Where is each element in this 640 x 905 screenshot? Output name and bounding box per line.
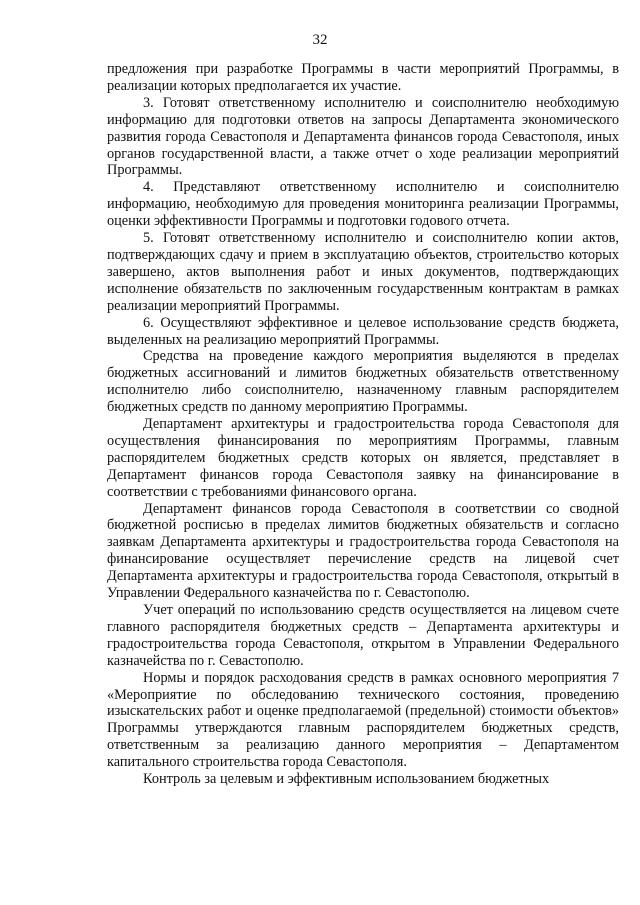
paragraph-finance-department: Департамент финансов города Севастополя в соответствии со сводной бюджетной росписью в пределах лимитов бюджетных обязательств и согласно заявкам Департамента архитектуры и градостроительства города Севастополя на финансирование осуществляет перечисление средств на лицевой счет Департамента архитектуры и градостроительства города Севастополя, открытый в Управлении Федерального казначейства по г. Севастополю.	[107, 500, 619, 602]
page-number: 32	[312, 32, 328, 48]
paragraph-control: Контроль за целевым и эффективным использованием бюджетных	[143, 771, 550, 788]
paragraph-accounting: Учет операций по использованию средств осуществляется на лицевом счете главного распорядителя бюджетных средств – Департамента архитектуры и градостроительства города Севастополя, открытом в Управлении Федерального казначейства по г. Севастополю.	[107, 602, 619, 669]
paragraph-item-5: 5. Готовят ответственному исполнителю и соисполнителю копии актов, подтверждающих сдачу и прием в эксплуатацию объектов, строительство которых завершено, актов выполнения работ и иных документов, подтверждающих исполнение обязательств по заключенным государственным контрактам в рамках реализации мероприятий Программы.	[107, 230, 619, 314]
paragraph-item-6: 6. Осуществляют эффективное и целевое использование средств бюджета, выделенных на реализацию мероприятий Программы.	[107, 314, 619, 348]
paragraph-spending-norms: Нормы и порядок расходования средств в рамках основного мероприятия 7 «Мероприятие по обследованию технического состояния, проведению изыскательских работ и оценке предполагаемой (предельной) стоимости объектов» Программы утверждаются главным распорядителем бюджетных средств, ответственным за реализацию данного мероприятия – Департаментом капитального строительства города Севастополя.	[107, 669, 619, 771]
paragraph-architecture-department: Департамент архитектуры и градостроительства города Севастополя для осуществления финансирования по мероприятиям Программы, главным распорядителем бюджетных средств которых он является, представляет в Департамент финансов города Севастополя заявку на финансирование в соответствии с требованиями финансового органа.	[107, 416, 619, 500]
paragraph-funding-allocation: Средства на проведение каждого мероприятия выделяются в пределах бюджетных ассигнований и лимитов бюджетных обязательств ответственному исполнителю либо соисполнителю, назначенному главным распорядителем бюджетных средств по данному мероприятию Программы.	[107, 348, 619, 416]
paragraph-continuation: предложения при разработке Программы в части мероприятий Программы, в реализации которых предполагается их участие.	[107, 61, 619, 94]
document-body	[107, 61, 619, 788]
paragraph-item-3: 3. Готовят ответственному исполнителю и соисполнителю необходимую информацию для подготовки ответов на запросы Департамента экономического развития города Севастополя и Департамента финансов города Севастополя, иных органов государственной власти, а также отчет о ходе реализации мероприятий Программы.	[107, 94, 619, 179]
paragraph-item-4: 4. Представляют ответственному исполнителю и соисполнителю информацию, необходимую для проведения мониторинга реализации Программы, оценки эффективности Программы и подготовки годового отчета.	[107, 179, 619, 230]
